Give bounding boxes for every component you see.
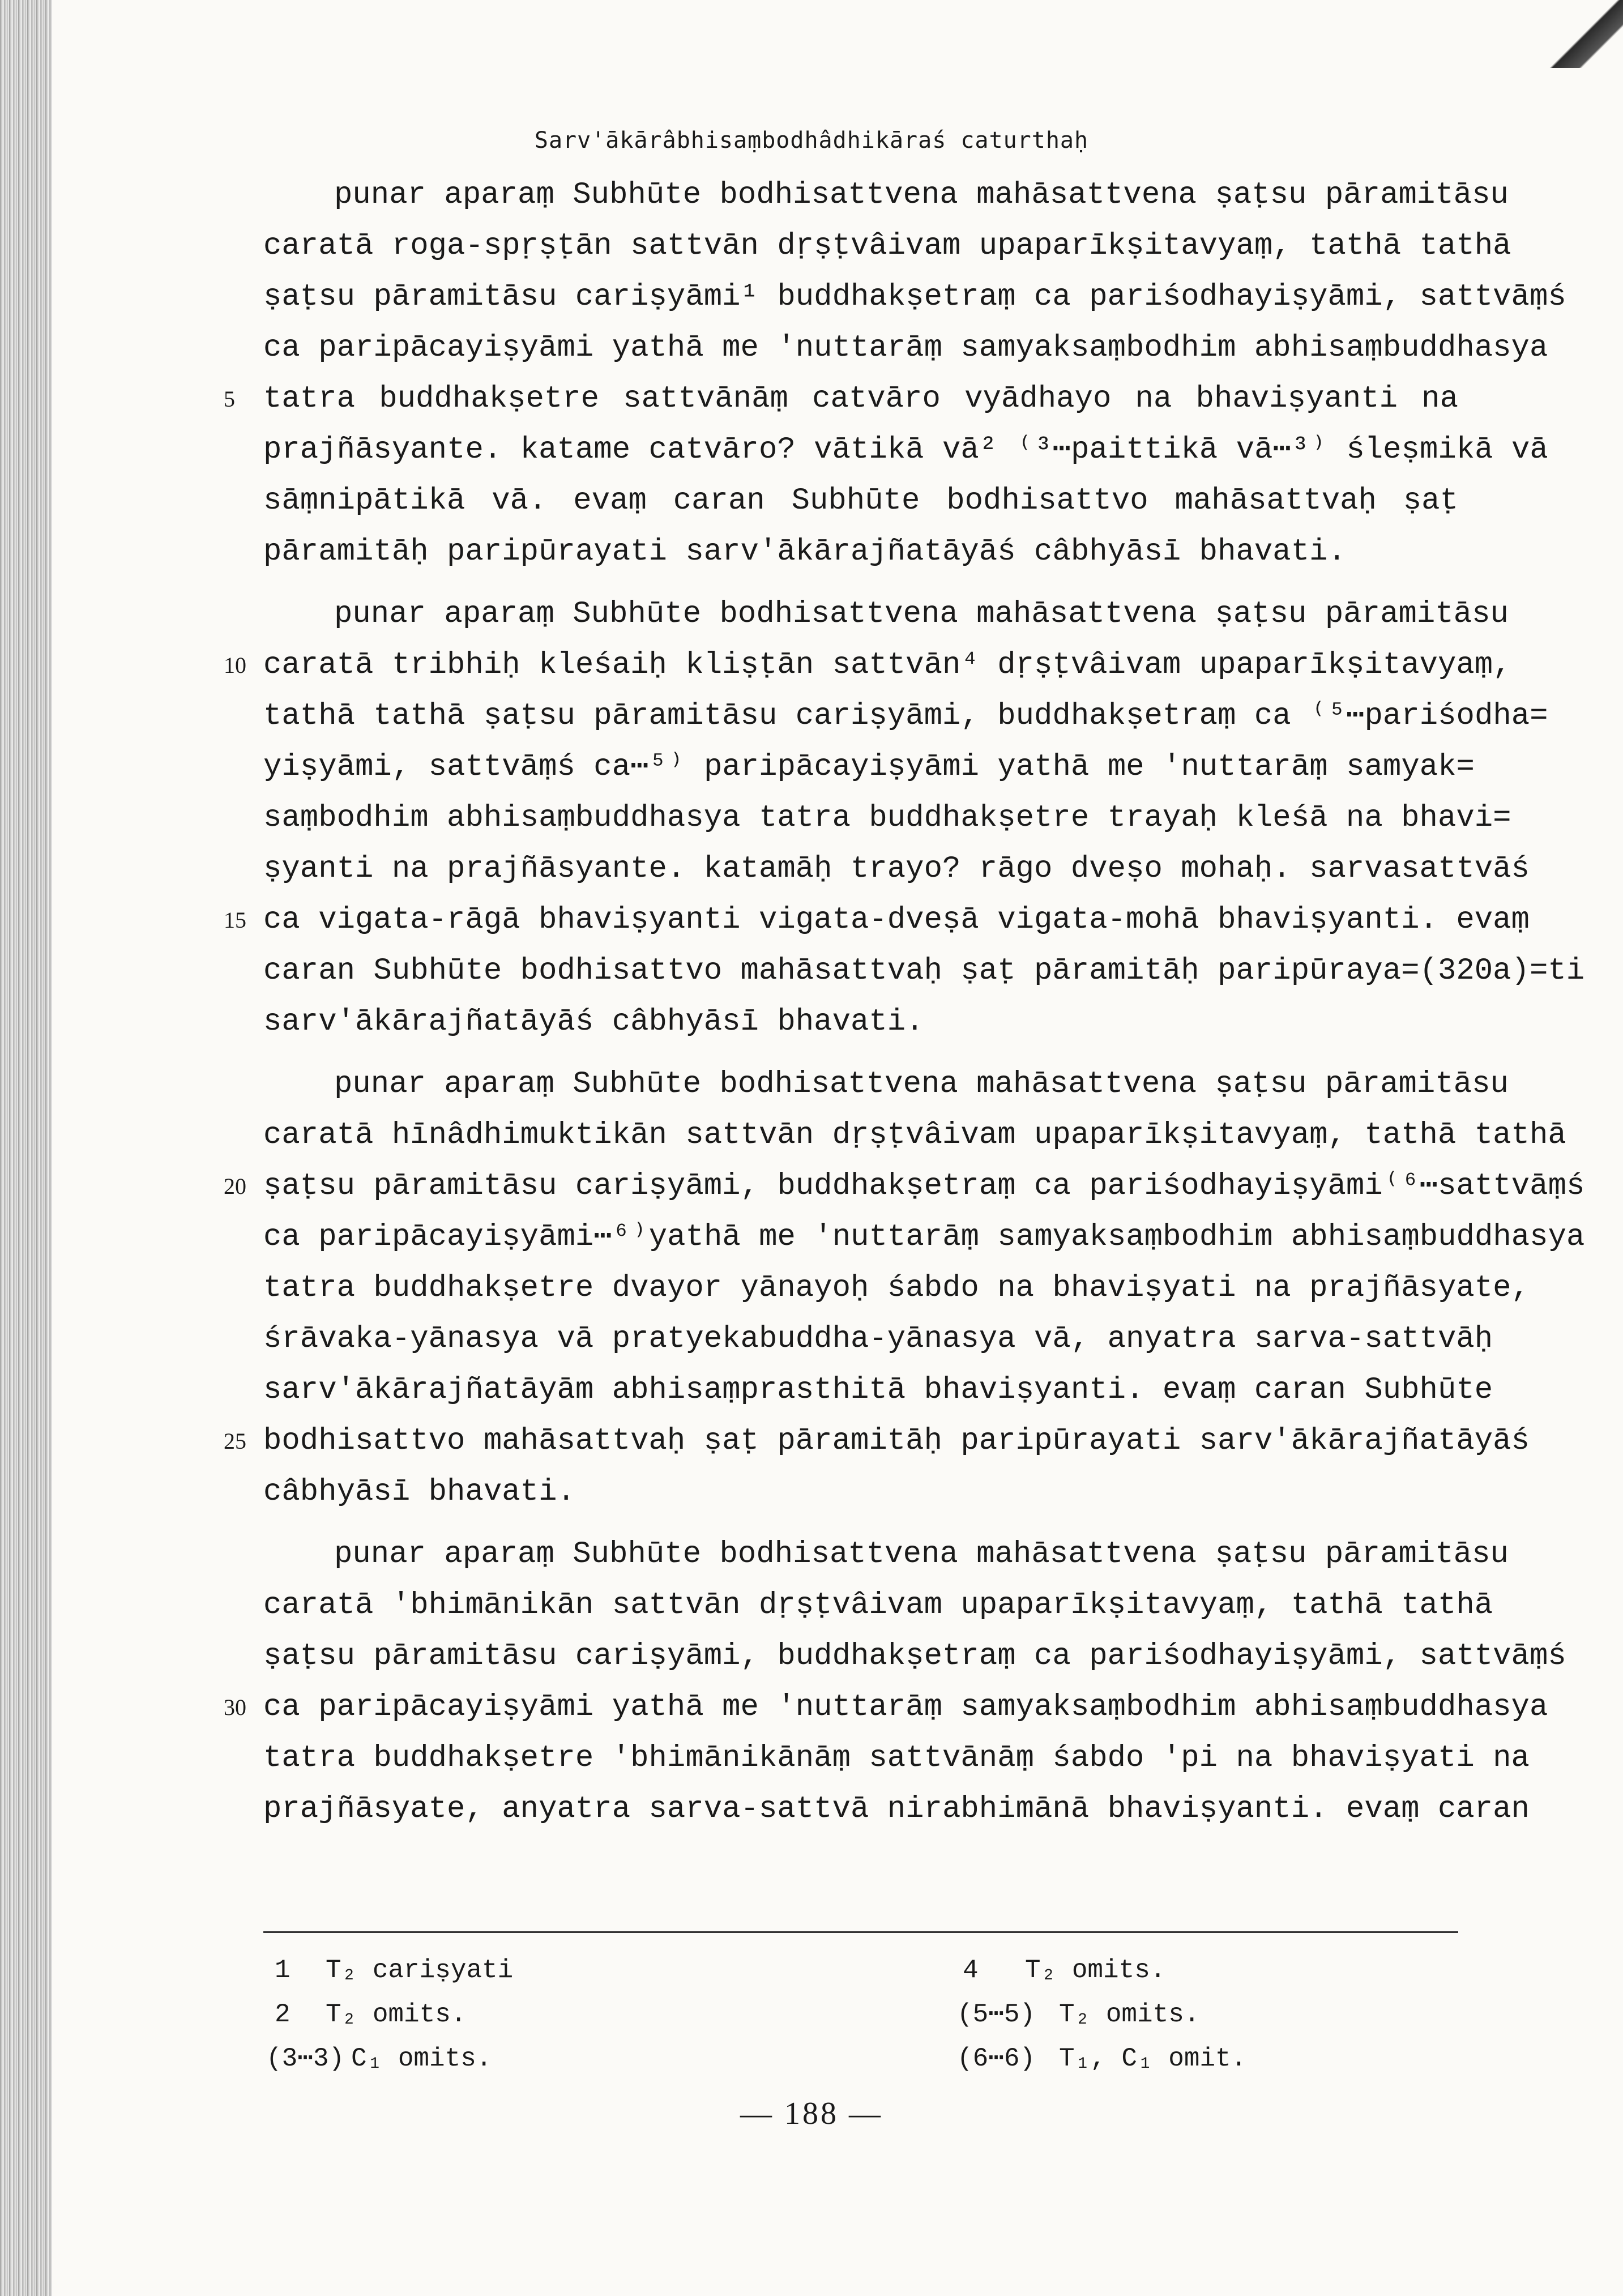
- text-line: ca paripācayiṣyāmi⋯⁶⁾yathā me 'nuttarāṃ samyaksaṃbodhim abhisaṃbuddhasya: [263, 1220, 1585, 1254]
- footnote-marker: 1: [275, 1956, 291, 1985]
- text-line: ca paripācayiṣyāmi yathā me 'nuttarāṃ samyaksaṃbodhim abhisaṃbuddhasya: [263, 1690, 1548, 1725]
- text-line: tatra buddhakṣetre dvayor yānayoḥ śabdo na bhaviṣyati na prajñāsyate,: [263, 1271, 1530, 1305]
- page-number: — 188 —: [740, 2096, 883, 2131]
- line-number: 5: [224, 386, 235, 412]
- text-line: prajñāsyante. katame catvāro? vātikā vā² ⁽³⋯paittikā vā⋯³⁾ śleṣmikā vā: [263, 433, 1548, 467]
- footnote-marker: (3⋯3): [266, 2044, 345, 2073]
- text-line: punar aparaṃ Subhūte bodhisattvena mahāsattvena ṣaṭsu pāramitāsu: [334, 178, 1509, 212]
- text-line: tatra buddhakṣetre 'bhimānikānāṃ sattvānāṃ śabdo 'pi na bhaviṣyati na: [263, 1741, 1530, 1776]
- line-number: 10: [224, 652, 246, 678]
- text-line: ṣaṭsu pāramitāsu cariṣyāmi, buddhakṣetraṃ ca pariśodhayiṣyāmi⁽⁶⋯sattvāṃś: [263, 1169, 1585, 1204]
- text-line: sāṃnipātikā vā. evaṃ caran Subhūte bodhisattvo mahāsattvaḥ ṣaṭ: [263, 484, 1458, 518]
- line-number: 20: [224, 1173, 246, 1199]
- text-line: câbhyāsī bhavati.: [263, 1475, 575, 1509]
- text-line: caratā roga-spṛṣṭān sattvān dṛṣṭvâivam upaparīkṣitavyaṃ, tathā tathā: [263, 229, 1511, 263]
- footnote-divider: [263, 1931, 1458, 1933]
- footnote: [957, 1992, 1199, 2037]
- footnote: [963, 1948, 1165, 1992]
- footnote-marker: 4: [963, 1956, 979, 1985]
- text-line: śrāvaka-yānasya vā pratyekabuddha-yānasya vā, anyatra sarva-sattvāḥ: [263, 1322, 1493, 1356]
- footnote-marker: (5⋯5): [957, 2000, 1036, 2029]
- footnote-text: T₂ omits.: [326, 2000, 467, 2029]
- footnote: [275, 1992, 466, 2037]
- footnote: [266, 2037, 492, 2081]
- footnote: [957, 2037, 1246, 2081]
- footnote-text: T₂ cariṣyati: [326, 1956, 514, 1985]
- footnote-text: T₂ omits.: [1025, 1956, 1166, 1985]
- footnote-text: C₁ omits.: [351, 2044, 492, 2073]
- line-number: 15: [224, 907, 246, 933]
- line-number: 25: [224, 1428, 246, 1454]
- text-line: caran Subhūte bodhisattvo mahāsattvaḥ ṣaṭ pāramitāḥ paripūraya=(320a)=ti: [263, 954, 1585, 988]
- text-line: yiṣyāmi, sattvāṃś ca⋯⁵⁾ paripācayiṣyāmi yathā me 'nuttarāṃ samyak=: [263, 750, 1475, 784]
- footnote: [275, 1948, 513, 1992]
- text-line: ṣyanti na prajñāsyante. katamāḥ trayo? rāgo dveṣo mohaḥ. sarvasattvāś: [263, 852, 1530, 886]
- text-line: punar aparaṃ Subhūte bodhisattvena mahāsattvena ṣaṭsu pāramitāsu: [334, 1067, 1509, 1102]
- text-line: sarv'ākārajñatāyāś câbhyāsī bhavati.: [263, 1005, 924, 1039]
- text-line: tatra buddhakṣetre sattvānāṃ catvāro vyādhayo na bhaviṣyanti na: [263, 382, 1458, 416]
- line-number: 30: [224, 1695, 246, 1720]
- scan-corner-mark: [1544, 0, 1623, 68]
- text-line: tathā tathā ṣaṭsu pāramitāsu cariṣyāmi, buddhakṣetraṃ ca ⁽⁵⋯pariśodha=: [263, 699, 1548, 733]
- running-header: Sarv'ākārâbhisaṃbodhâdhikāraś caturthaḥ: [534, 127, 1089, 153]
- footnote-marker: (6⋯6): [957, 2044, 1036, 2073]
- text-line: punar aparaṃ Subhūte bodhisattvena mahāsattvena ṣaṭsu pāramitāsu: [334, 597, 1509, 631]
- text-line: punar aparaṃ Subhūte bodhisattvena mahāsattvena ṣaṭsu pāramitāsu: [334, 1537, 1509, 1572]
- footnote-text: T₁, C₁ omit.: [1059, 2044, 1247, 2073]
- text-line: bodhisattvo mahāsattvaḥ ṣaṭ pāramitāḥ paripūrayati sarv'ākārajñatāyāś: [263, 1424, 1530, 1458]
- text-line: sarv'ākārajñatāyām abhisaṃprasthitā bhaviṣyanti. evaṃ caran Subhūte: [263, 1373, 1493, 1407]
- text-line: saṃbodhim abhisaṃbuddhasya tatra buddhakṣetre trayaḥ kleśā na bhavi=: [263, 801, 1511, 835]
- scan-binding-edge: [0, 0, 52, 2296]
- text-line: ṣaṭsu pāramitāsu cariṣyāmi, buddhakṣetraṃ ca pariśodhayiṣyāmi, sattvāṃś: [263, 1639, 1566, 1674]
- text-line: pāramitāḥ paripūrayati sarv'ākārajñatāyāś câbhyāsī bhavati.: [263, 535, 1346, 569]
- footnote-marker: 2: [275, 2000, 291, 2029]
- text-line: ca paripācayiṣyāmi yathā me 'nuttarāṃ samyaksaṃbodhim abhisaṃbuddhasya: [263, 331, 1548, 365]
- text-line: ca vigata-rāgā bhaviṣyanti vigata-dveṣā vigata-mohā bhaviṣyanti. evaṃ: [263, 903, 1530, 937]
- footnote-text: T₂ omits.: [1059, 2000, 1200, 2029]
- text-line: ṣaṭsu pāramitāsu cariṣyāmi¹ buddhakṣetraṃ ca pariśodhayiṣyāmi, sattvāṃś: [263, 280, 1566, 314]
- text-line: caratā 'bhimānikān sattvān dṛṣṭvâivam upaparīkṣitavyaṃ, tathā tathā: [263, 1588, 1493, 1623]
- text-line: prajñāsyate, anyatra sarva-sattvā nirabhimānā bhaviṣyanti. evaṃ caran: [263, 1792, 1530, 1826]
- text-line: caratā tribhiḥ kleśaiḥ kliṣṭān sattvān⁴ dṛṣṭvâivam upaparīkṣitavyaṃ,: [263, 648, 1511, 682]
- text-line: caratā hīnâdhimuktikān sattvān dṛṣṭvâivam upaparīkṣitavyaṃ, tathā tathā: [263, 1118, 1566, 1153]
